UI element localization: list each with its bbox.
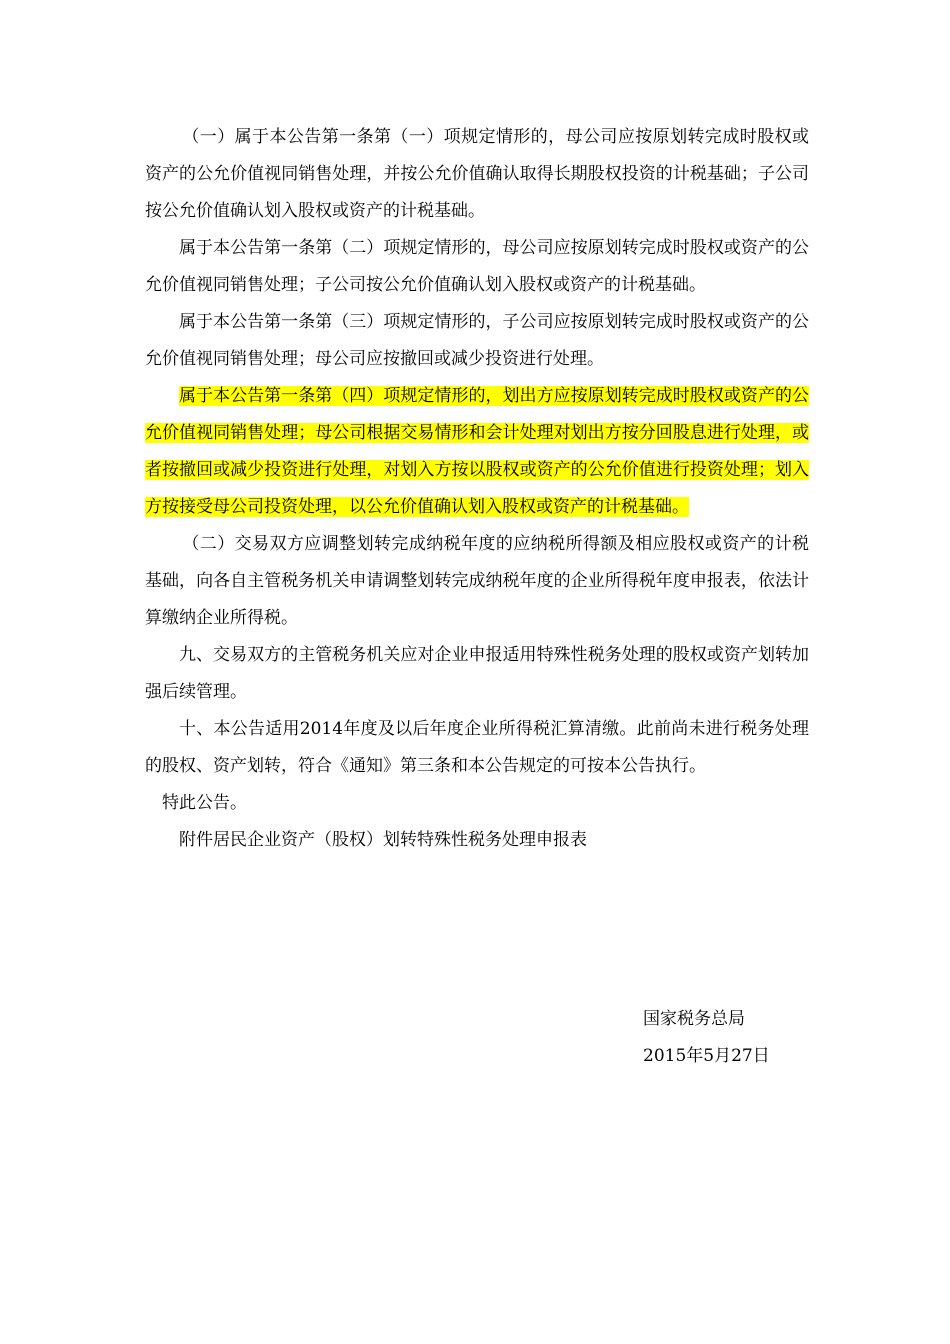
highlighted-text: 属于本公告第一条第（四）项规定情形的，划出方应按原划转完成时股权或资产的公允价值视同销售处理；母公司根据交易情形和会计处理对划出方按分回股息进行处理，或者按撤回或减少投资进行处理，对划入方按以股权或资产的公允价值进行投资处理；划入方按接受母公司投资处理，以公允价值确认划入股权或资产的计税基础。 [145, 386, 809, 517]
closing-statement: 特此公告。 [162, 793, 247, 813]
paragraph-2: 属于本公告第一条第（二）项规定情形的，母公司应按原划转完成时股权或资产的公允价值视同销售处理；子公司按公允价值确认划入股权或资产的计税基础。 [145, 238, 809, 295]
document-body [145, 119, 809, 859]
issue-date: 2015年5月27日 [643, 1046, 770, 1066]
paragraph-5: （二）交易双方应调整划转完成纳税年度的应纳税所得额及相应股权或资产的计税基础，向各自主管税务机关申请调整划转完成纳税年度的企业所得税年度申报表，依法计算缴纳企业所得税。 [145, 534, 809, 628]
paragraph-4-highlighted [145, 378, 809, 526]
issuer-name: 国家税务总局 [643, 1009, 745, 1029]
paragraph-1: （一）属于本公告第一条第（一）项规定情形的，母公司应按原划转完成时股权或资产的公允价值视同销售处理，并按公允价值确认取得长期股权投资的计税基础；子公司按公允价值确认划入股权或资产的计税基础。 [145, 127, 809, 221]
paragraph-7: 十、本公告适用2014年度及以后年度企业所得税汇算清缴。此前尚未进行税务处理的股权、资产划转，符合《通知》第三条和本公告规定的可按本公告执行。 [145, 719, 809, 776]
signature-block [643, 1001, 770, 1075]
paragraph-6: 九、交易双方的主管税务机关应对企业申报适用特殊性税务处理的股权或资产划转加强后续管理。 [145, 645, 809, 702]
paragraph-3: 属于本公告第一条第（三）项规定情形的，子公司应按原划转完成时股权或资产的公允价值视同销售处理；母公司应按撤回或减少投资进行处理。 [145, 312, 809, 369]
attachment-line: 附件居民企业资产（股权）划转特殊性税务处理申报表 [179, 830, 587, 850]
